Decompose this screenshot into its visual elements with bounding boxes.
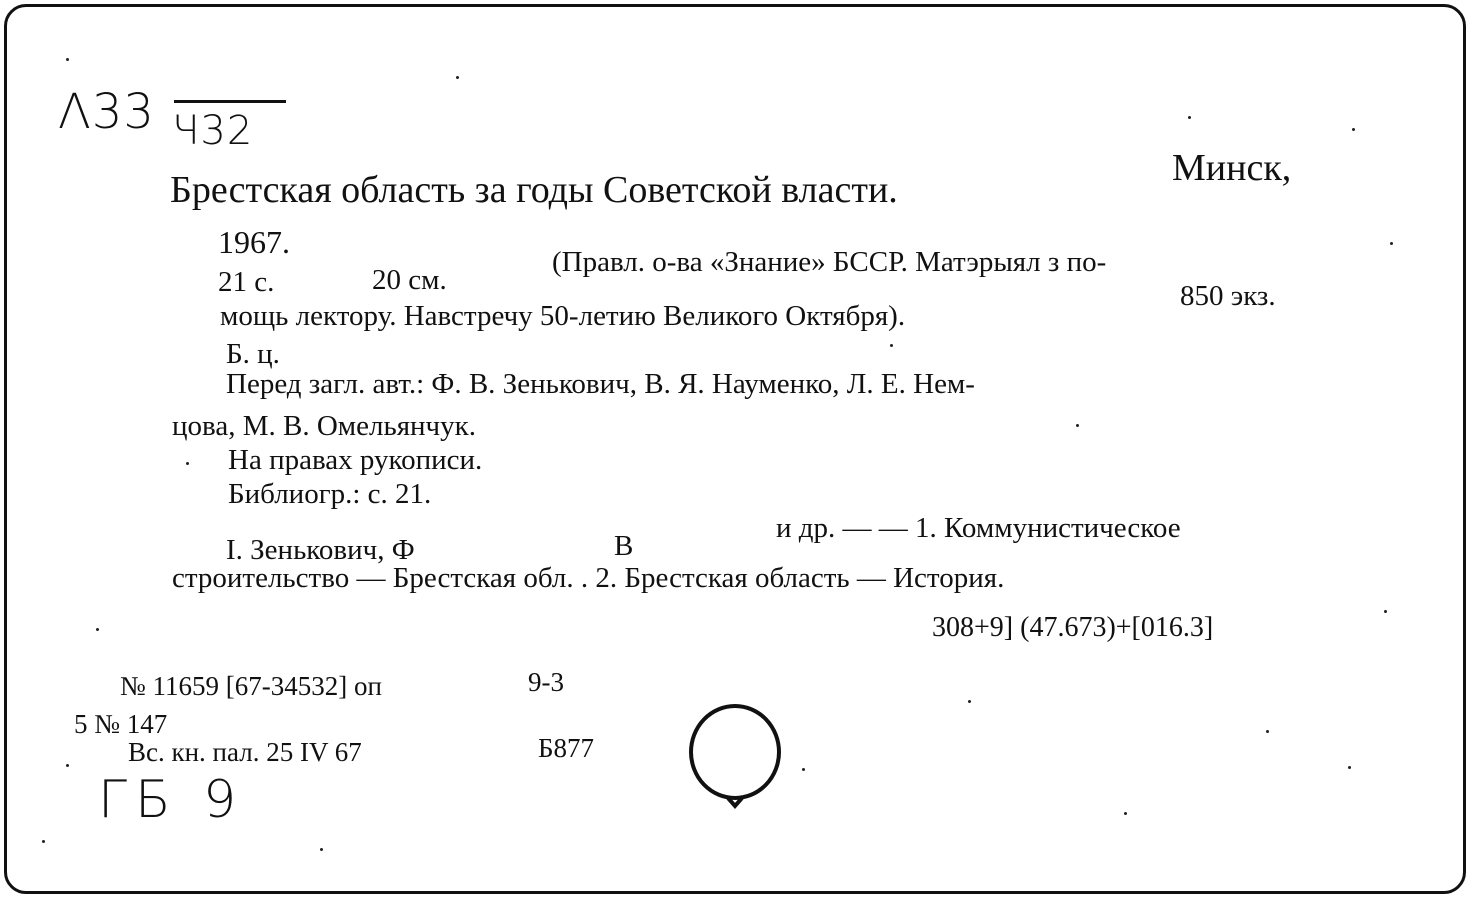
- place: Минск,: [1172, 147, 1292, 189]
- chamber-date: Вс. кн. пал. 25 IV 67: [128, 737, 362, 767]
- shelf-mark: Λ33: [58, 84, 155, 140]
- round-stamp-ring: [691, 706, 779, 798]
- title-line: Брестская область за годы Советской власти.: [170, 169, 898, 211]
- registration-number: № 11659 [67-34532] оп: [120, 671, 382, 701]
- issue-number: 5 № 147: [74, 709, 168, 739]
- added-entry-author: I. Зенькович, Ф: [226, 534, 415, 566]
- size: 20 см.: [372, 264, 447, 296]
- added-entry-initial: В: [614, 530, 634, 562]
- price: Б. ц.: [226, 338, 280, 370]
- authors-line1: Перед загл. авт.: Ф. В. Зенькович, В. Я. Науменко, Л. Е. Нем-: [226, 368, 975, 400]
- series-part1: (Правл. о-ва «Знание» БССР. Матэрыял з по-: [552, 246, 1107, 278]
- round-stamp: [680, 702, 790, 822]
- classification-code: 308+9] (47.673)+[016.3]: [932, 612, 1214, 643]
- year: 1967.: [218, 224, 290, 260]
- order-number: Б877: [538, 733, 595, 763]
- subject-entry-2: строительство — Брестская обл. . 2. Брестская область — История.: [172, 562, 1005, 594]
- shelf-fraction-number: Ч32: [172, 108, 254, 154]
- subject-entry-1: и др. — — 1. Коммунистическое: [776, 512, 1181, 544]
- rights-note: На правах рукописи.: [228, 444, 483, 476]
- bibliography-note: Библиогр.: с. 21.: [228, 478, 432, 510]
- copies: 850 экз.: [1180, 280, 1276, 312]
- authors-line2: цова, М. В. Омельянчук.: [172, 410, 476, 442]
- pages: 21 с.: [218, 266, 275, 298]
- registration-code: 9-3: [528, 667, 564, 697]
- bottom-mark: ГБ 9: [98, 770, 245, 830]
- shelf-fraction-bar: [174, 100, 286, 103]
- series-part2: мощь лектору. Навстречу 50-летию Великого Октября).: [220, 300, 906, 332]
- shelf-fraction: [172, 96, 254, 154]
